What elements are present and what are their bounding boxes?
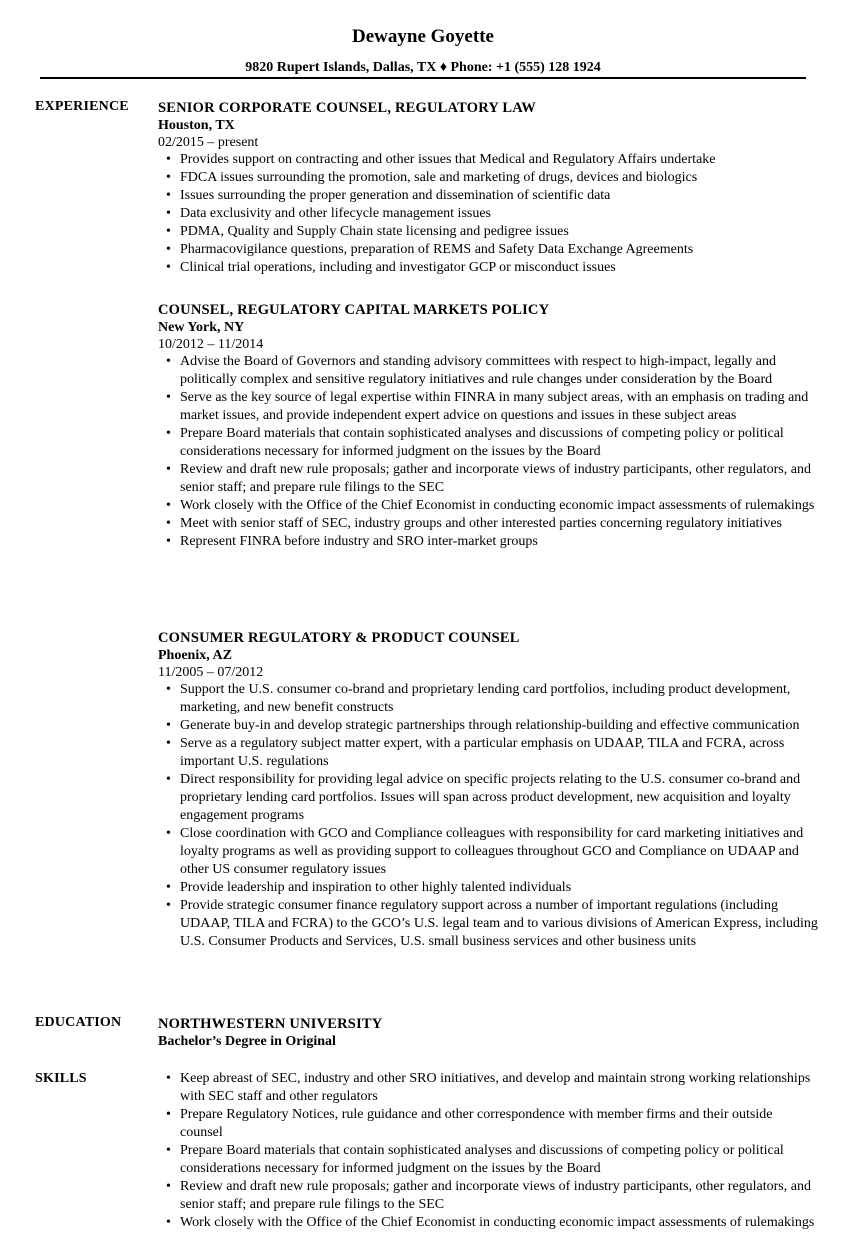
skills-list-block xyxy=(158,1070,818,1232)
experience-entry-1 xyxy=(158,99,818,277)
candidate-name: Dewayne Goyette xyxy=(352,26,494,47)
list-item: • Represent FINRA before industry and SRO inter-market groups xyxy=(158,533,818,551)
list-item: • Provide leadership and inspiration to other highly talented individuals xyxy=(158,879,818,897)
list-item: • Work closely with the Office of the Chief Economist in conducting economic impact assessments of rulemakings xyxy=(158,497,818,515)
list-item: • Serve as the key source of legal expertise within FINRA in many subject areas, with an emphasis on trading and market issues, and provide independent expert advice on questions and issues in these subject areas xyxy=(158,389,818,425)
list-item: • PDMA, Quality and Supply Chain state licensing and pedigree issues xyxy=(158,223,818,241)
list-item: • Issues surrounding the proper generation and dissemination of scientific data xyxy=(158,187,818,205)
header-divider xyxy=(40,77,806,79)
education-section-label: EDUCATION xyxy=(35,1015,122,1030)
school-name: NORTHWESTERN UNIVERSITY xyxy=(158,1016,383,1032)
job-title: COUNSEL, REGULATORY CAPITAL MARKETS POLICY xyxy=(158,302,550,318)
job-dates: 10/2012 – 11/2014 xyxy=(158,337,264,352)
list-item: • FDCA issues surrounding the promotion, sale and marketing of drugs, devices and biologics xyxy=(158,169,818,187)
job-bullets xyxy=(158,681,818,951)
list-item: • Pharmacovigilance questions, preparation of REMS and Safety Data Exchange Agreements xyxy=(158,241,818,259)
list-item: • Advise the Board of Governors and standing advisory committees with respect to high-impact, legally and politically complex and sensitive regulatory initiatives and rule changes under consideration by the Board xyxy=(158,353,818,389)
list-item: • Prepare Regulatory Notices, rule guidance and other correspondence with member firms and their outside counsel xyxy=(158,1106,818,1142)
education-entry xyxy=(158,1015,818,1051)
list-item: • Review and draft new rule proposals; gather and incorporate views of industry participants, other regulators, and senior staff; and prepare rule filings to the SEC xyxy=(158,1178,818,1214)
list-item: • Provides support on contracting and other issues that Medical and Regulatory Affairs undertake xyxy=(158,151,818,169)
list-item: • Provide strategic consumer finance regulatory support across a number of important regulations (including UDAAP, TILA and FCRA) to the GCO’s U.S. legal team and to various divisions of American Express, including U.S. Consumer Products and Services, U.S. small business services and other business units xyxy=(158,897,818,951)
degree: Bachelor’s Degree in Original xyxy=(158,1034,336,1049)
list-item: • Keep abreast of SEC, industry and other SRO initiatives, and develop and maintain strong working relationships with SEC staff and other regulators xyxy=(158,1070,818,1106)
job-location: Houston, TX xyxy=(158,118,235,133)
list-item: • Data exclusivity and other lifecycle management issues xyxy=(158,205,818,223)
job-location: Phoenix, AZ xyxy=(158,648,232,663)
list-item: • Close coordination with GCO and Compliance colleagues with responsibility for card marketing initiatives and loyalty programs as well as providing support to colleagues throughout GCO and Compliance on UDAAP and other US consumer regulatory issues xyxy=(158,825,818,879)
experience-entry-3 xyxy=(158,629,818,951)
list-item: • Work closely with the Office of the Chief Economist in conducting economic impact assessments of rulemakings xyxy=(158,1214,818,1232)
contact-line: 9820 Rupert Islands, Dallas, TX ♦ Phone: +1 (555) 128 1924 xyxy=(245,60,601,75)
job-bullets xyxy=(158,151,818,277)
job-dates: 11/2005 – 07/2012 xyxy=(158,665,264,680)
list-item: • Review and draft new rule proposals; gather and incorporate views of industry participants, other regulators, and senior staff; and prepare rule filings to the SEC xyxy=(158,461,818,497)
experience-entry-2 xyxy=(158,301,818,551)
skills-section-label: SKILLS xyxy=(35,1071,87,1086)
list-item: • Clinical trial operations, including and investigator GCP or misconduct issues xyxy=(158,259,818,277)
list-item: • Prepare Board materials that contain sophisticated analyses and discussions of competing policy or political considerations necessary for informed judgment on the issues by the Board xyxy=(158,1142,818,1178)
list-item: • Serve as a regulatory subject matter expert, with a particular emphasis on UDAAP, TILA and FCRA, across important U.S. regulations xyxy=(158,735,818,771)
skills-list xyxy=(158,1070,818,1232)
list-item: • Support the U.S. consumer co-brand and proprietary lending card portfolios, including product development, marketing, and new benefit constructs xyxy=(158,681,818,717)
job-dates: 02/2015 – present xyxy=(158,135,259,150)
job-title: CONSUMER REGULATORY & PRODUCT COUNSEL xyxy=(158,630,520,646)
list-item: • Prepare Board materials that contain sophisticated analyses and discussions of competing policy or political considerations necessary for informed judgment on the issues by the Board xyxy=(158,425,818,461)
experience-section-label: EXPERIENCE xyxy=(35,99,129,114)
list-item: • Meet with senior staff of SEC, industry groups and other interested parties concerning regulatory initiatives xyxy=(158,515,818,533)
list-item: • Direct responsibility for providing legal advice on specific projects relating to the U.S. consumer co-brand and proprietary lending card portfolios. Issues will span across product development, new acquisition and loyalty engagement programs xyxy=(158,771,818,825)
job-location: New York, NY xyxy=(158,320,245,335)
list-item: • Generate buy-in and develop strategic partnerships through relationship-building and effective communication xyxy=(158,717,818,735)
job-bullets xyxy=(158,353,818,551)
job-title: SENIOR CORPORATE COUNSEL, REGULATORY LAW xyxy=(158,100,536,116)
